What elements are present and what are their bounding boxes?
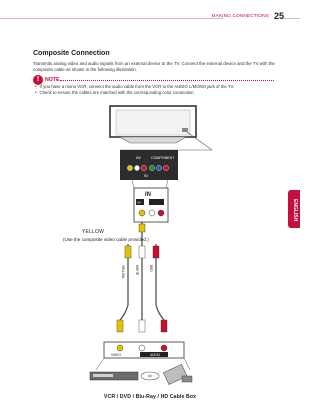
enlarged-jack-red: [158, 210, 164, 216]
tv-input-panel-enlarged: [134, 188, 168, 222]
panel-component-label: COMPONENT: [151, 156, 175, 160]
tv-illustration: [110, 106, 196, 143]
device-video-label: VIDEO: [111, 353, 121, 357]
section-intro: Transmits analog video and audio signals from an external device to the TV. Connect the external device and the TV with the composite cable as shown in the following illustration.: [33, 61, 275, 72]
panel-jack-red-2: [163, 165, 168, 170]
enlarged-jack-white: [149, 210, 155, 216]
external-devices-illustration: [90, 358, 192, 385]
note-label: NOTE: [45, 77, 60, 83]
cable-label-white: WHITE: [135, 265, 139, 276]
enlarged-in-label: IN: [145, 192, 151, 198]
cable-label-red: RED: [149, 265, 153, 272]
device-jack-white: [139, 345, 145, 351]
page-number: 25: [273, 11, 284, 21]
device-jack-yellow: [117, 345, 123, 351]
device-jack-panel: [104, 342, 184, 358]
note-icon: !: [33, 75, 43, 85]
language-tab-label: ENGLISH: [292, 198, 298, 222]
enlarged-jack-yellow: [139, 210, 145, 216]
note-item: • Check to ensure the cables are matched with the corresponding color connection.: [35, 90, 275, 96]
panel-jack-red: [141, 165, 146, 170]
cable-usage-note: (Use the composite video cable provided.): [63, 237, 149, 242]
tv-rear-panel: [120, 150, 178, 180]
device-caption: VCR / DVD / Blu-Ray / HD Cable Box: [103, 394, 197, 400]
panel-jack-white: [134, 165, 139, 170]
section-title: Composite Connection: [33, 50, 110, 57]
cable-yellow-callout: YELLOW: [82, 229, 105, 235]
note-item: • If you have a mono VCR, connect the audio cable from the VCR to the AUDIO L/MONO jack of the TV.: [35, 84, 275, 90]
device-audio-label: AUDIO: [150, 353, 161, 357]
panel-av-label: AV: [136, 155, 142, 160]
enlarged-av-label: AV: [137, 200, 141, 205]
panel-jack-blue: [156, 165, 161, 170]
device-jack-red: [161, 345, 167, 351]
composite-cable-bundle: [117, 240, 167, 332]
header-section-title: MAKING CONNECTIONS: [211, 14, 269, 19]
cable-label-yellow: YELLOW: [121, 265, 125, 279]
panel-jack-yellow: [127, 165, 132, 170]
panel-in-label: IN: [144, 174, 148, 178]
panel-jack-green: [149, 165, 154, 170]
